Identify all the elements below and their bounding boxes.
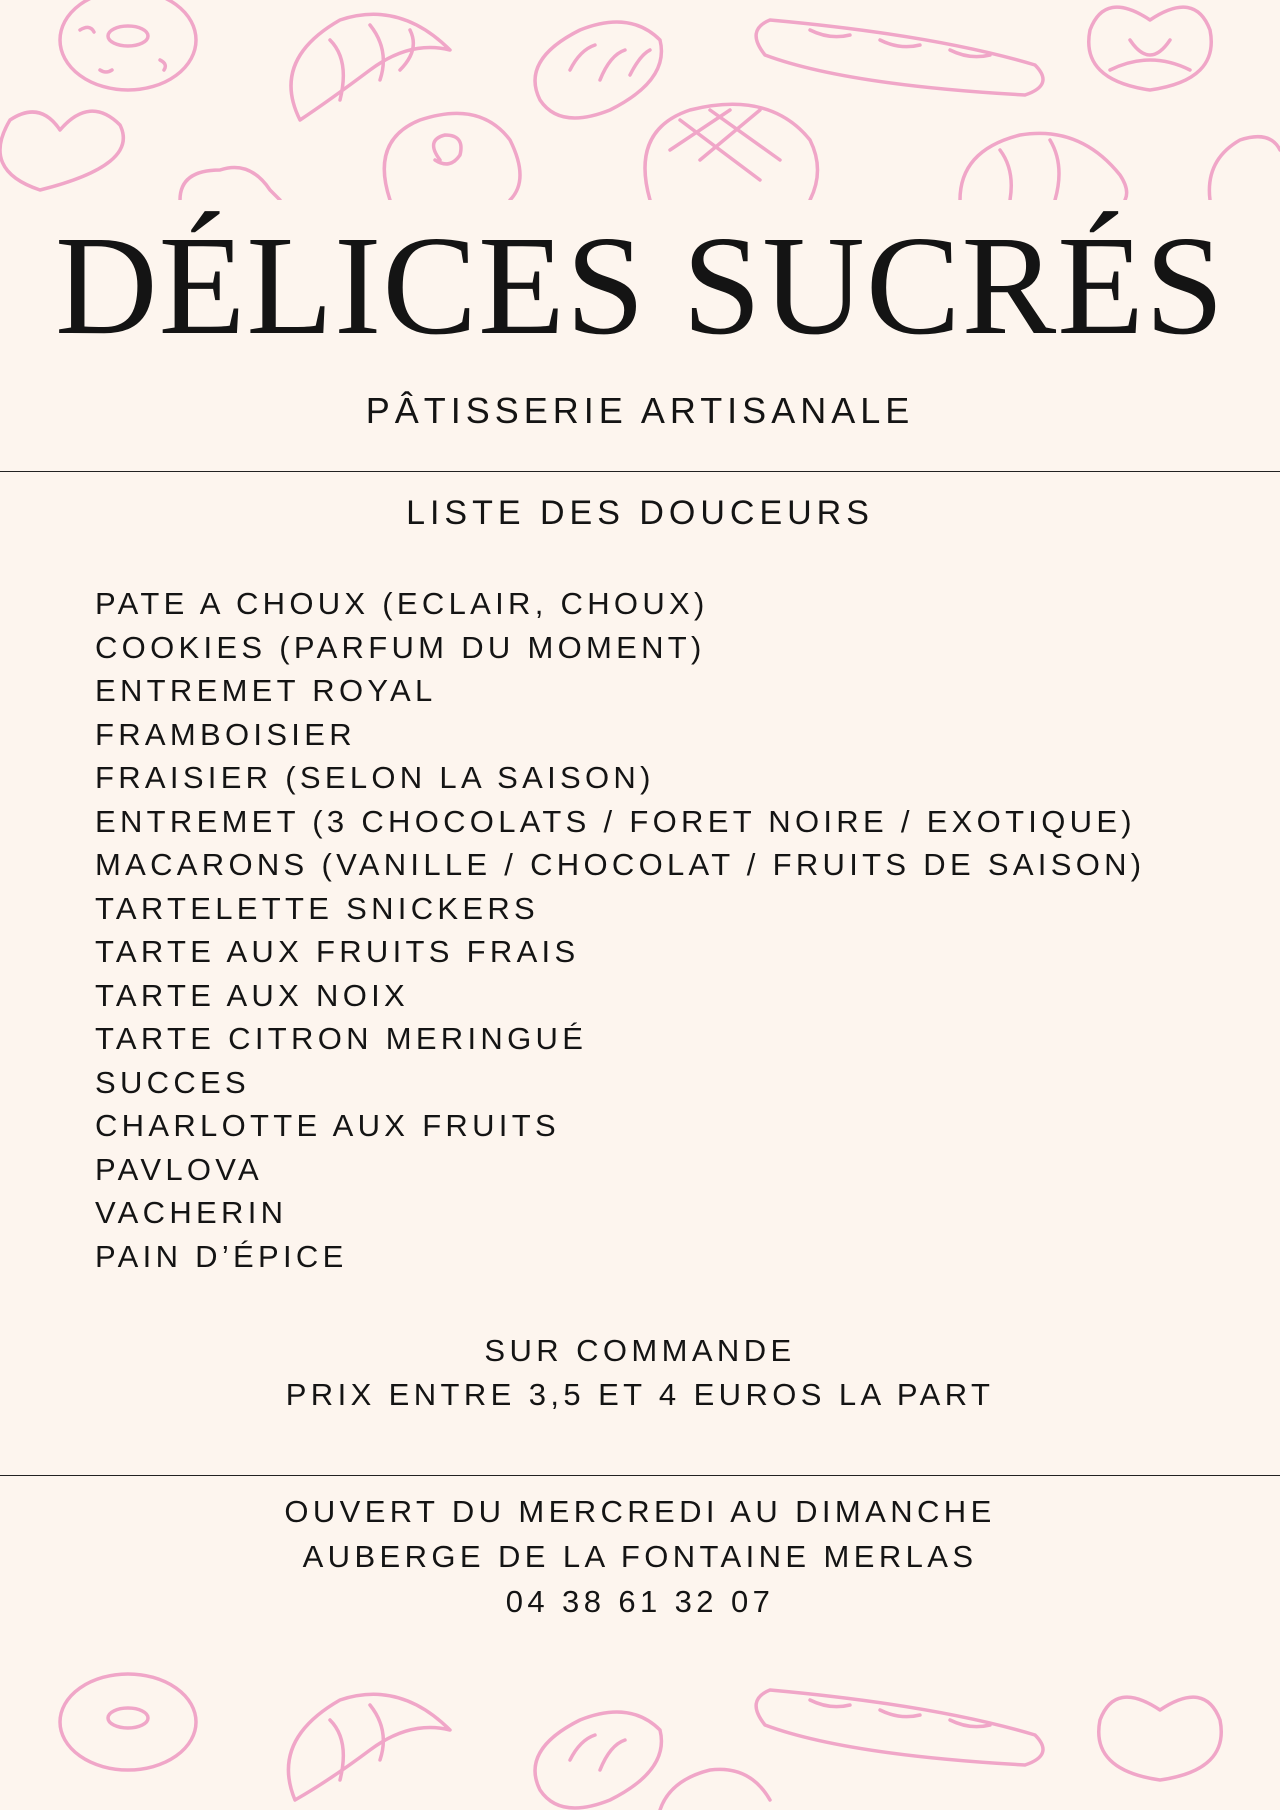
cinnamon-roll-icon xyxy=(180,168,280,201)
list-item: TARTE AUX FRUITS FRAIS xyxy=(95,934,580,969)
bread-loaf-icon xyxy=(660,1769,770,1810)
location: AUBERGE DE LA FONTAINE MERLAS xyxy=(302,1539,978,1574)
divider xyxy=(0,471,1280,472)
donut-icon xyxy=(60,0,196,90)
page-title: DÉLICES SUCRÉS xyxy=(55,206,1225,364)
top-pastry-illustrations xyxy=(0,0,1280,200)
list-item: PAIN D’ÉPICE xyxy=(95,1238,348,1274)
list-item: COOKIES (PARFUM DU MOMENT) xyxy=(95,629,706,665)
list-item: ENTREMET ROYAL xyxy=(95,673,437,708)
baguette-icon xyxy=(535,22,661,118)
order-info xyxy=(0,1329,1280,1417)
list-item: VACHERIN xyxy=(95,1195,288,1230)
price-note: PRIX ENTRE 3,5 ET 4 EUROS LA PART xyxy=(285,1377,995,1412)
opening-hours: OUVERT DU MERCREDI AU DIMANCHE xyxy=(284,1494,996,1529)
list-item: FRAMBOISIER xyxy=(95,716,356,752)
list-item: PAVLOVA xyxy=(95,1151,263,1187)
list-item: TARTE AUX NOIX xyxy=(95,977,409,1013)
list-item: MACARONS (VANILLE / CHOCOLAT / FRUITS DE SAISON) xyxy=(95,847,1146,882)
cinnamon-roll-icon xyxy=(384,113,520,200)
bottom-pastry-illustrations xyxy=(0,1660,1280,1810)
list-item: SUCCES xyxy=(95,1064,250,1100)
croissant-icon xyxy=(288,1694,450,1800)
pretzel-icon xyxy=(0,111,123,190)
pretzel-icon xyxy=(1099,1697,1222,1780)
pretzel-icon xyxy=(1089,7,1212,90)
bread-loaf-icon xyxy=(645,104,818,200)
baguette-icon xyxy=(756,1690,1043,1765)
list-item: CHARLOTTE AUX FRUITS xyxy=(95,1108,560,1143)
baguette-icon xyxy=(535,1712,661,1808)
list-item: PATE A CHOUX (ECLAIR, CHOUX) xyxy=(95,586,709,621)
contact-info xyxy=(0,1489,1280,1624)
menu-heading: LISTE DES DOUCEURS xyxy=(406,494,874,532)
baguette-icon xyxy=(756,20,1043,95)
list-item: FRAISIER (SELON LA SAISON) xyxy=(95,760,655,795)
order-note: SUR COMMANDE xyxy=(484,1333,796,1368)
donut-icon xyxy=(60,1674,196,1770)
croissant-icon xyxy=(291,14,450,120)
phone-number: 04 38 61 32 07 xyxy=(505,1584,775,1619)
list-item: ENTREMET (3 CHOCOLATS / FORET NOIRE / EXOTIQUE) xyxy=(95,803,1136,839)
list-item: TARTELETTE SNICKERS xyxy=(95,890,540,926)
croissant-icon xyxy=(960,133,1127,200)
divider xyxy=(0,1475,1280,1476)
list-item: TARTE CITRON MERINGUÉ xyxy=(95,1021,588,1056)
croissant-icon xyxy=(1209,137,1280,200)
menu-list xyxy=(95,582,1145,1278)
page-subtitle: PÂTISSERIE ARTISANALE xyxy=(365,390,915,431)
